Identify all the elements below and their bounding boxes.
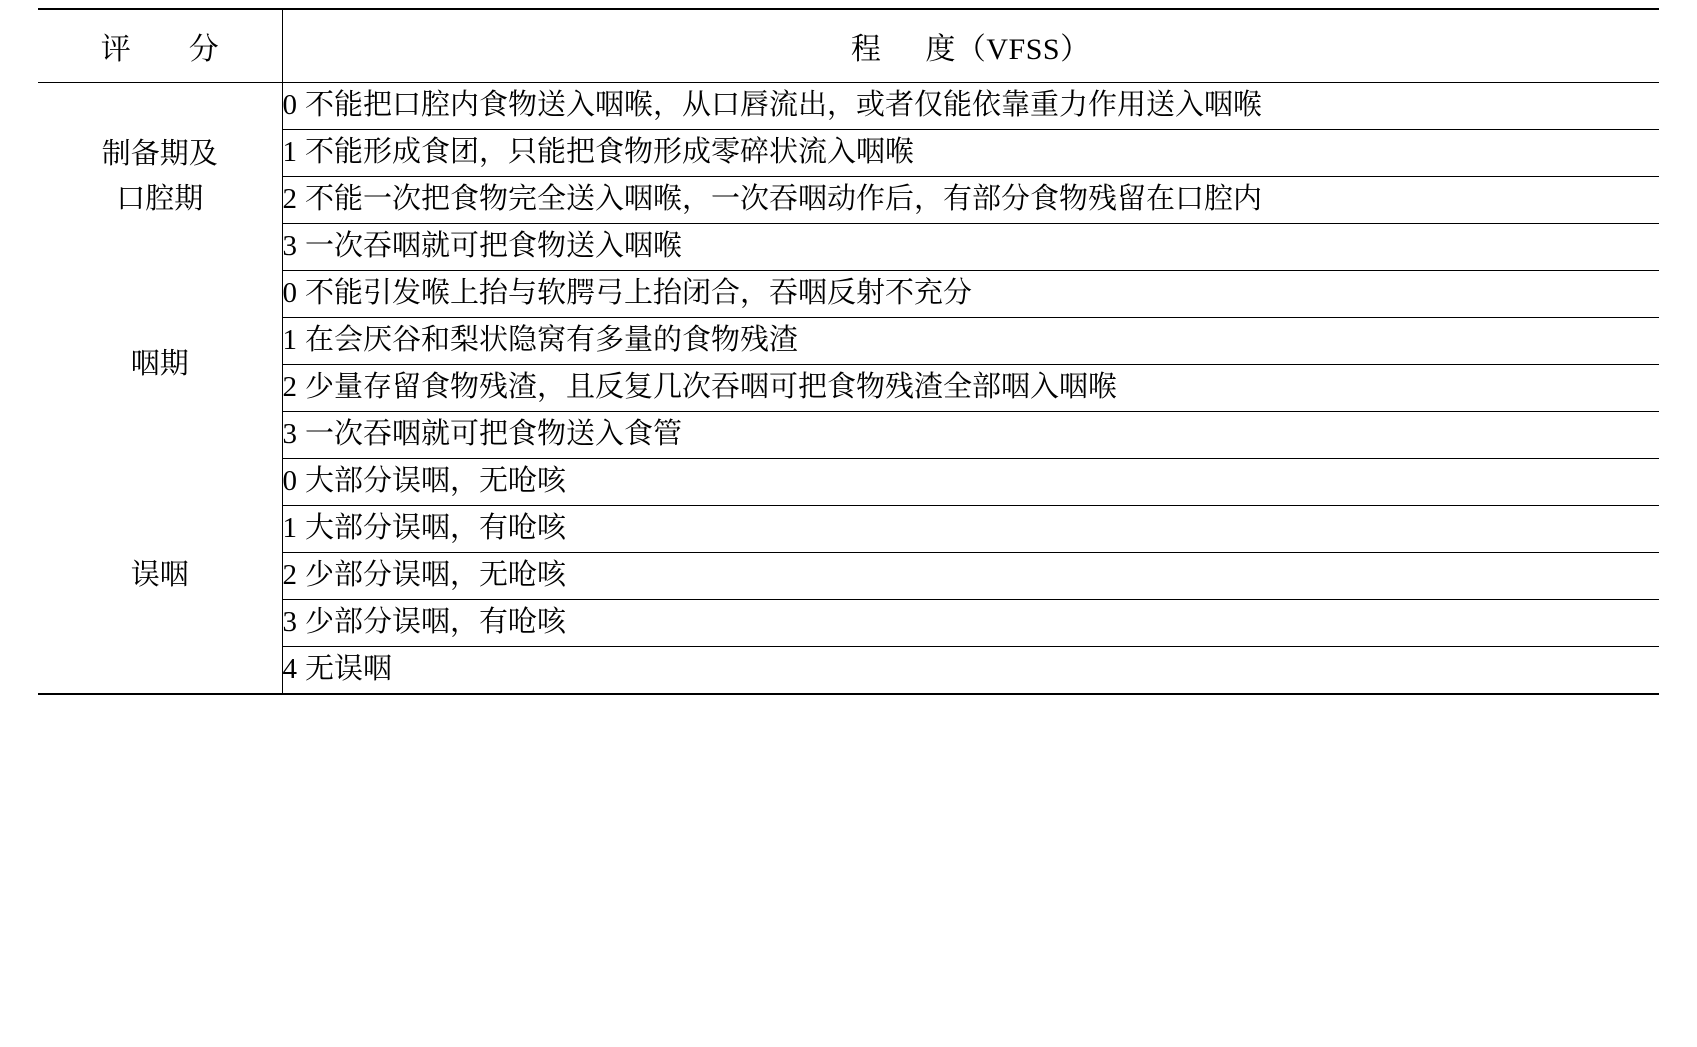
row-score: 0: [282, 277, 297, 310]
row-text: 不能引发喉上抬与软腭弓上抬闭合，吞咽反射不充分: [305, 277, 973, 310]
row-text: 不能形成食团，只能把食物形成零碎状流入咽喉: [305, 136, 915, 169]
row-score: 1: [282, 324, 297, 357]
group-label-pharyngeal-phase: [38, 271, 282, 459]
row-description: [282, 600, 1659, 647]
group-label-line1: 制备期及: [101, 137, 218, 170]
table-row: [38, 506, 1659, 553]
row-score: 3: [282, 230, 297, 263]
header-score-label: 评 分: [100, 33, 233, 66]
table-row: [38, 177, 1659, 224]
table-row: [38, 553, 1659, 600]
row-text: 不能一次把食物完全送入咽喉，一次吞咽动作后，有部分食物残留在口腔内: [305, 183, 1263, 216]
row-description: [282, 130, 1659, 177]
row-description: [282, 459, 1659, 506]
table-row: [38, 600, 1659, 647]
row-description: [282, 365, 1659, 412]
table-row: [38, 271, 1659, 318]
row-description: [282, 83, 1659, 130]
table-row: [38, 83, 1659, 130]
row-text: 不能把口腔内食物送入咽喉，从口唇流出，或者仅能依靠重力作用送入咽喉: [305, 89, 1263, 122]
row-text: 少量存留食物残渣，且反复几次吞咽可把食物残渣全部咽入咽喉: [305, 371, 1118, 404]
row-text: 少部分误咽，有呛咳: [305, 606, 567, 639]
row-score: 2: [282, 371, 297, 404]
row-score: 1: [282, 136, 297, 169]
group-label-line2: 口腔期: [116, 182, 204, 215]
table-row: [38, 318, 1659, 365]
group-label-oral-phase: [38, 83, 282, 271]
row-score: 1: [282, 512, 297, 545]
row-text: 一次吞咽就可把食物送入咽喉: [305, 230, 683, 263]
row-description: [282, 271, 1659, 318]
group-label-line1: 误咽: [130, 559, 189, 592]
row-text: 少部分误咽，无呛咳: [305, 559, 567, 592]
row-score: 2: [282, 183, 297, 216]
header-cell-score: [38, 9, 282, 83]
row-score: 3: [282, 606, 297, 639]
row-description: [282, 506, 1659, 553]
row-description: [282, 177, 1659, 224]
table-row: [38, 224, 1659, 271]
table-row: [38, 647, 1659, 695]
table-row: [38, 365, 1659, 412]
header-degree-suffix: 度（VFSS）: [925, 33, 1091, 66]
row-score: 3: [282, 418, 297, 451]
row-text: 大部分误咽，无呛咳: [305, 465, 567, 498]
row-score: 4: [282, 653, 297, 686]
vfss-score-table: [38, 8, 1659, 695]
table-header-row: [38, 9, 1659, 83]
table-row: [38, 130, 1659, 177]
row-text: 在会厌谷和梨状隐窝有多量的食物残渣: [305, 324, 799, 357]
table-row: [38, 459, 1659, 506]
header-degree-prefix: 程: [850, 33, 882, 66]
row-description: [282, 224, 1659, 271]
row-score: 0: [282, 89, 297, 122]
row-score: 0: [282, 465, 297, 498]
table-row: [38, 412, 1659, 459]
row-description: [282, 647, 1659, 695]
group-label-aspiration: [38, 459, 282, 695]
row-description: [282, 553, 1659, 600]
row-description: [282, 318, 1659, 365]
row-text: 无误咽: [305, 653, 393, 686]
row-text: 一次吞咽就可把食物送入食管: [305, 418, 683, 451]
row-description: [282, 412, 1659, 459]
group-label-line1: 咽期: [130, 348, 189, 381]
header-cell-degree: [282, 9, 1659, 83]
row-score: 2: [282, 559, 297, 592]
row-text: 大部分误咽，有呛咳: [305, 512, 567, 545]
document-page: [0, 8, 1697, 1047]
